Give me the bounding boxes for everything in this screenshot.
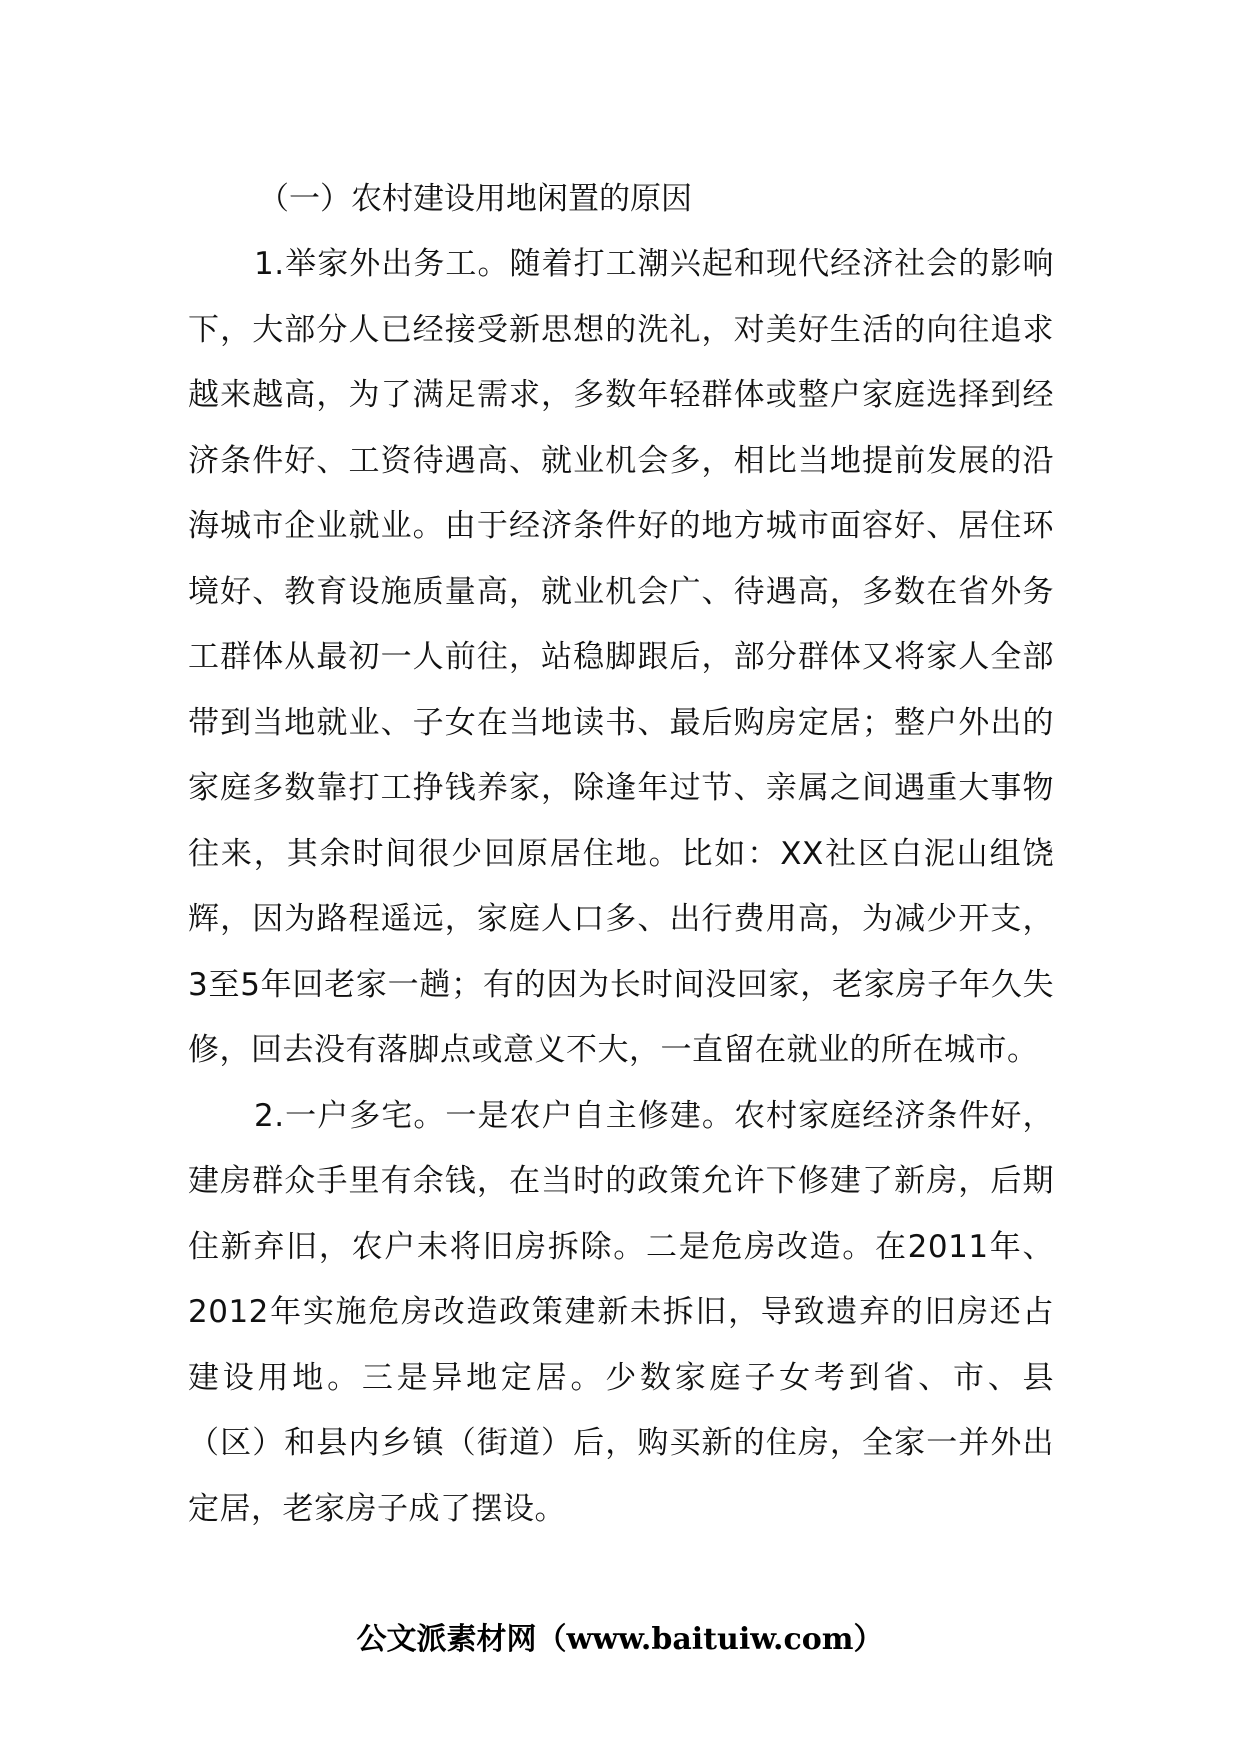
section-heading: （一）农村建设用地闲置的原因 (258, 181, 692, 217)
document-body (188, 166, 1054, 1542)
footer-watermark: 公文派素材网（www.baituiw.com） (356, 1622, 884, 1657)
paragraph-1: 1.举家外出务工。随着打工潮兴起和现代经济社会的影响下，大部分人已经接受新思想的洗礼，对美好生活的向往追求越来越高，为了满足需求，多数年轻群体或整户家庭选择到经济条件好、工资待遇高、就业机会多，相比当地提前发展的沿海城市企业就业。由于经济条件好的地方城市面容好、居住环境好、教育设施质量高，就业机会广、待遇高，多数在省外务工群体从最初一人前往，站稳脚跟后，部分群体又将家人全部带到当地就业、子女在当地读书、最后购房定居；整户外出的家庭多数靠打工挣钱养家，除逢年过节、亲属之间遇重大事物往来，其余时间很少回原居住地。比如：XX社区白泥山组饶辉，因为路程遥远，家庭人口多、出行费用高，为减少开支，3至5年回老家一趟；有的因为长时间没回家，老家房子年久失修，回去没有落脚点或意义不大，一直留在就业的所在城市。 (188, 246, 1054, 1068)
paragraph-2: 2.一户多宅。一是农户自主修建。农村家庭经济条件好，建房群众手里有余钱，在当时的政策允许下修建了新房，后期住新弃旧，农户未将旧房拆除。二是危房改造。在2011年、2012年实施危房改造政策建新未拆旧，导致遗弃的旧房还占建设用地。三是异地定居。少数家庭子女考到省、市、县（区）和县内乡镇（街道）后，购买新的住房，全家一并外出定居，老家房子成了摆设。 (188, 1097, 1054, 1527)
